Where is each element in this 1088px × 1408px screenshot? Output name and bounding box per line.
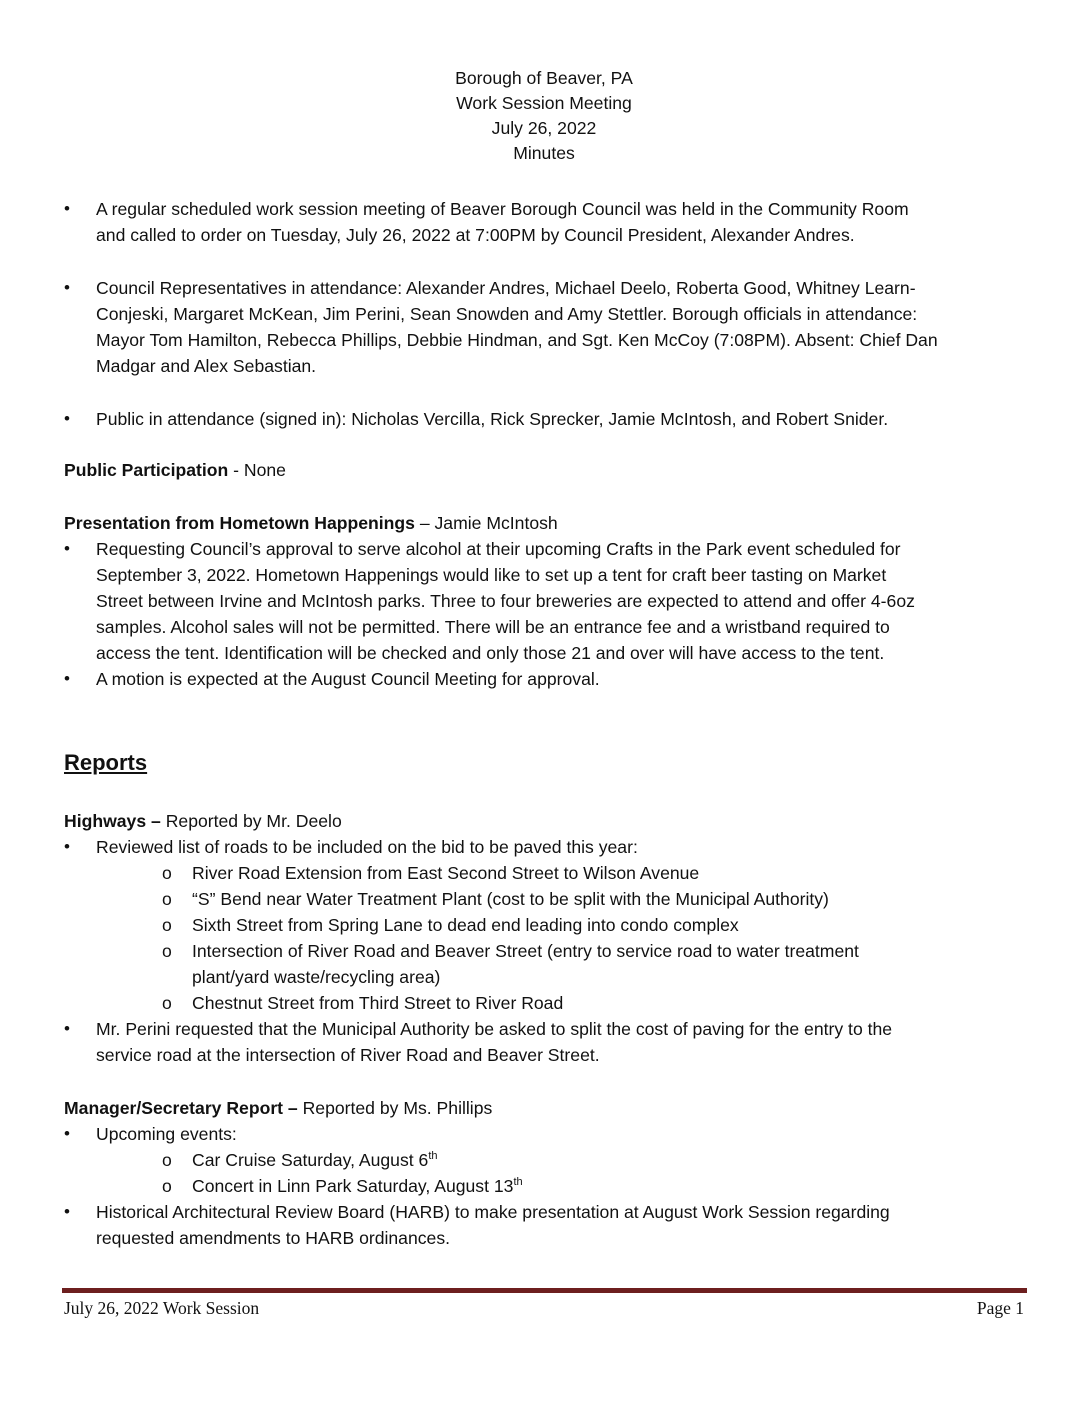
highways-bullet-2-cont: service road at the intersection of River Road and Beaver Street. (96, 1045, 600, 1065)
highways-road-1-text: River Road Extension from East Second Street to Wilson Avenue (192, 863, 700, 883)
highways-road-2-text: “S” Bend near Water Treatment Plant (cost to be split with the Municipal Authority) (192, 889, 829, 909)
sub-bullet-marker: o (162, 915, 172, 935)
sub-bullet-marker: o (162, 863, 172, 883)
header-borough: Borough of Beaver, PA (455, 68, 633, 88)
presentation-bullet-1-cont-1: September 3, 2022. Hometown Happenings would like to set up a tent for craft beer tasting on Market (96, 565, 887, 585)
page-footer (64, 1298, 1024, 1319)
highways-road-5 (64, 990, 1024, 1016)
highways-road-5-text: Chestnut Street from Third Street to River Road (192, 993, 564, 1013)
intro-bullet-2-cont-3: Madgar and Alex Sebastian. (96, 356, 317, 376)
highways-road-4 (64, 938, 1024, 964)
public-participation-heading: Public Participation (64, 460, 229, 480)
footer-rule (62, 1288, 1027, 1293)
presentation-bullet-2: • A motion is expected at the August Council Meeting for approval. (64, 666, 1024, 692)
highways-section (64, 808, 1024, 1068)
manager-section (64, 1095, 1024, 1251)
manager-event-2-text: Concert in Linn Park Saturday, August 13 (192, 1176, 514, 1196)
presentation-bullet-1-cont-4: access the tent. Identification will be checked and only those 21 and over will have access to the tent. (96, 643, 885, 663)
manager-bullet-2-cont: requested amendments to HARB ordinances. (96, 1228, 451, 1248)
sub-bullet-marker: o (162, 993, 172, 1013)
intro-bullet-3: • Public in attendance (signed in): Nicholas Vercilla, Rick Sprecker, Jamie McIntosh, and Robert Snider. (64, 406, 1024, 432)
manager-event-1-ordinal: th (428, 1150, 438, 1163)
highways-heading: Highways – (64, 811, 161, 831)
manager-event-1-text: Car Cruise Saturday, August 6 (192, 1150, 429, 1170)
intro-bullet-1-cont: and called to order on Tuesday, July 26, 2022 at 7:00PM by Council President, Alexander Andres. (96, 225, 855, 245)
presentation-presenter: – Jamie McIntosh (414, 513, 558, 533)
presentation-bullet-1: • Requesting Council’s approval to serve alcohol at their upcoming Crafts in the Park event scheduled for (64, 536, 1024, 562)
highways-road-1 (64, 860, 1024, 886)
intro-bullet-1: • A regular scheduled work session meeting of Beaver Borough Council was held in the Community Room (64, 196, 1024, 222)
manager-heading: Manager/Secretary Report – (64, 1098, 298, 1118)
footer-page-number: Page 1 (976, 1298, 1024, 1318)
footer-title: July 26, 2022 Work Session (64, 1298, 260, 1318)
intro-bullet-2-cont-2: Mayor Tom Hamilton, Rebecca Phillips, Debbie Hindman, and Sgt. Ken McCoy (7:08PM). Absent: Chief Dan (96, 330, 938, 350)
reports-heading-block (64, 750, 1024, 776)
reports-heading: Reports (64, 750, 148, 775)
sub-bullet-marker: o (162, 941, 172, 961)
sub-bullet-marker: o (162, 1176, 172, 1196)
manager-reporter: Reported by Ms. Phillips (297, 1098, 493, 1118)
highways-reporter: Reported by Mr. Deelo (160, 811, 342, 831)
highways-bullet-1: • Reviewed list of roads to be included on the bid to be paved this year: (64, 834, 1024, 860)
highways-road-3 (64, 912, 1024, 938)
document-header (0, 66, 1088, 166)
presentation-bullet-1-cont-3: samples. Alcohol sales will not be permitted. There will be an entrance fee and a wristband required to (96, 617, 890, 637)
header-minutes: Minutes (513, 143, 575, 163)
public-participation-text: - None (228, 460, 286, 480)
header-meeting-type: Work Session Meeting (456, 93, 632, 113)
header-date: July 26, 2022 (491, 118, 597, 138)
highways-road-4-text: Intersection of River Road and Beaver Street (entry to service road to water treatment (192, 941, 859, 961)
manager-bullet-2: • Historical Architectural Review Board (HARB) to make presentation at August Work Session regarding (64, 1199, 1024, 1225)
manager-event-2 (64, 1173, 1024, 1199)
presentation-bullet-1-cont-2: Street between Irvine and McIntosh parks. Three to four breweries are expected to attend and offer 4-6oz (96, 591, 915, 611)
presentation-heading: Presentation from Hometown Happenings (64, 513, 415, 533)
highways-road-2 (64, 886, 1024, 912)
intro-public (64, 406, 1024, 432)
intro-attendance (64, 275, 1024, 379)
intro-bullet-2-cont-1: Conjeski, Margaret McKean, Jim Perini, Sean Snowden and Amy Stettler. Borough officials in attendance: (96, 304, 918, 324)
manager-bullet-1: • Upcoming events: (64, 1121, 1024, 1147)
sub-bullet-marker: o (162, 1150, 172, 1170)
highways-bullet-2: • Mr. Perini requested that the Municipal Authority be asked to split the cost of paving for the entry to the (64, 1016, 1024, 1042)
manager-event-2-ordinal: th (513, 1176, 523, 1189)
sub-bullet-marker: o (162, 889, 172, 909)
intro-call-to-order (64, 196, 1024, 248)
highways-road-4-cont: plant/yard waste/recycling area) (192, 967, 441, 987)
intro-bullet-2: • Council Representatives in attendance: Alexander Andres, Michael Deelo, Roberta Good, Whitney Learn- (64, 275, 1024, 301)
public-participation (64, 457, 1024, 483)
highways-road-3-text: Sixth Street from Spring Lane to dead end leading into condo complex (192, 915, 739, 935)
presentation-section (64, 510, 1024, 692)
manager-event-1 (64, 1147, 1024, 1173)
